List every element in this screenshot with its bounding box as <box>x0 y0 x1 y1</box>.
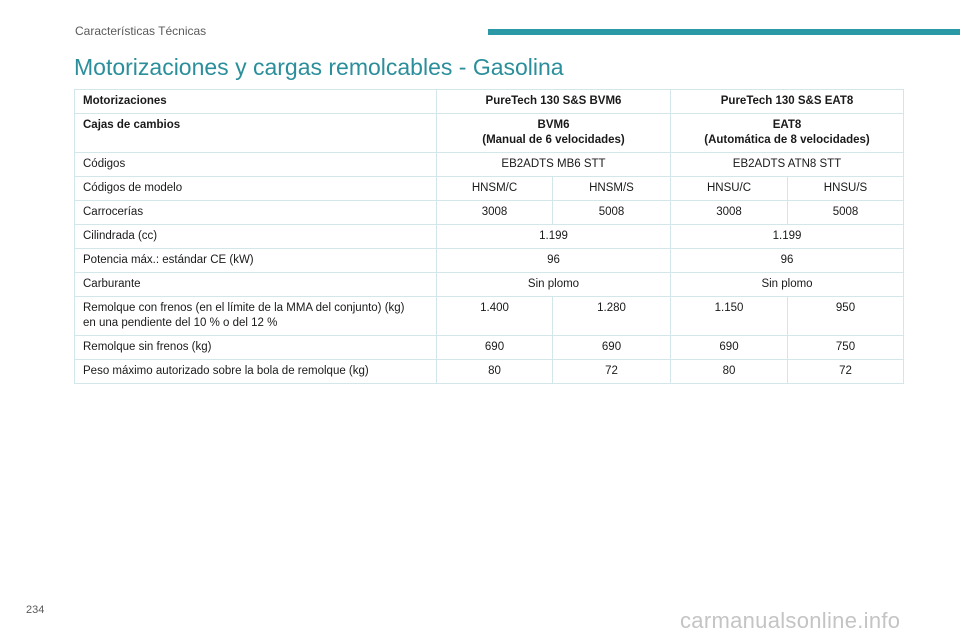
watermark: carmanualsonline.info <box>680 608 901 633</box>
row-label: Códigos de modelo <box>75 177 437 201</box>
table-cell: 72 <box>553 360 671 384</box>
engine-header: PureTech 130 S&S EAT8 <box>671 90 904 114</box>
table-cell: 1.280 <box>553 297 671 336</box>
table-cell: 1.199 <box>437 225 671 249</box>
row-label-line: en una pendiente del 10 % o del 12 % <box>83 317 278 329</box>
row-label: Potencia máx.: estándar CE (kW) <box>75 249 437 273</box>
page-title: Motorizaciones y cargas remolcables - Gasolina <box>74 54 564 80</box>
table-cell: 750 <box>788 336 904 360</box>
table-cell: HNSM/S <box>553 177 671 201</box>
table-row <box>75 114 904 153</box>
table-cell: EB2ADTS ATN8 STT <box>671 153 904 177</box>
specifications-table <box>74 89 904 384</box>
gearbox-name: BVM6 <box>537 119 570 131</box>
table-cell: 690 <box>671 336 788 360</box>
table-row <box>75 90 904 114</box>
table-cell: 3008 <box>671 201 788 225</box>
table-cell: 80 <box>437 360 553 384</box>
table-cell: Sin plomo <box>437 273 671 297</box>
table-cell: 3008 <box>437 201 553 225</box>
table-row <box>75 201 904 225</box>
engine-header: PureTech 130 S&S BVM6 <box>437 90 671 114</box>
table-cell: Sin plomo <box>671 273 904 297</box>
row-label: Remolque sin frenos (kg) <box>75 336 437 360</box>
row-label: Carburante <box>75 273 437 297</box>
row-label: Cilindrada (cc) <box>75 225 437 249</box>
table-cell: 96 <box>437 249 671 273</box>
table-cell: HNSU/C <box>671 177 788 201</box>
table-cell: 96 <box>671 249 904 273</box>
table-cell: 690 <box>553 336 671 360</box>
table-row <box>75 360 904 384</box>
gearbox-description: (Automática de 8 velocidades) <box>704 134 870 146</box>
row-label: Peso máximo autorizado sobre la bola de remolque (kg) <box>75 360 437 384</box>
table-cell: 1.150 <box>671 297 788 336</box>
table-cell: 5008 <box>553 201 671 225</box>
page-number: 234 <box>26 604 45 616</box>
table-cell: 690 <box>437 336 553 360</box>
gearbox-description: (Manual de 6 velocidades) <box>482 134 625 146</box>
table-cell: 1.199 <box>671 225 904 249</box>
table-row <box>75 225 904 249</box>
table-row <box>75 297 904 336</box>
row-label: Códigos <box>75 153 437 177</box>
table-cell: HNSU/S <box>788 177 904 201</box>
header-accent-bar <box>488 29 960 35</box>
table-row <box>75 177 904 201</box>
table-row <box>75 249 904 273</box>
section-title: Características Técnicas <box>75 24 207 38</box>
table-row <box>75 336 904 360</box>
row-label: Motorizaciones <box>75 90 437 114</box>
table-cell: 950 <box>788 297 904 336</box>
table-cell: 72 <box>788 360 904 384</box>
table-row <box>75 273 904 297</box>
table-row <box>75 153 904 177</box>
row-label <box>75 297 437 336</box>
row-label-line: Remolque con frenos (en el límite de la MMA del conjunto) (kg) <box>83 302 405 314</box>
gearbox-cell <box>671 114 904 153</box>
row-label: Cajas de cambios <box>75 114 437 153</box>
table-cell: 1.400 <box>437 297 553 336</box>
table-cell: 80 <box>671 360 788 384</box>
row-label: Carrocerías <box>75 201 437 225</box>
gearbox-cell <box>437 114 671 153</box>
table-cell: 5008 <box>788 201 904 225</box>
gearbox-name: EAT8 <box>772 119 802 131</box>
table-cell: HNSM/C <box>437 177 553 201</box>
table-cell: EB2ADTS MB6 STT <box>437 153 671 177</box>
